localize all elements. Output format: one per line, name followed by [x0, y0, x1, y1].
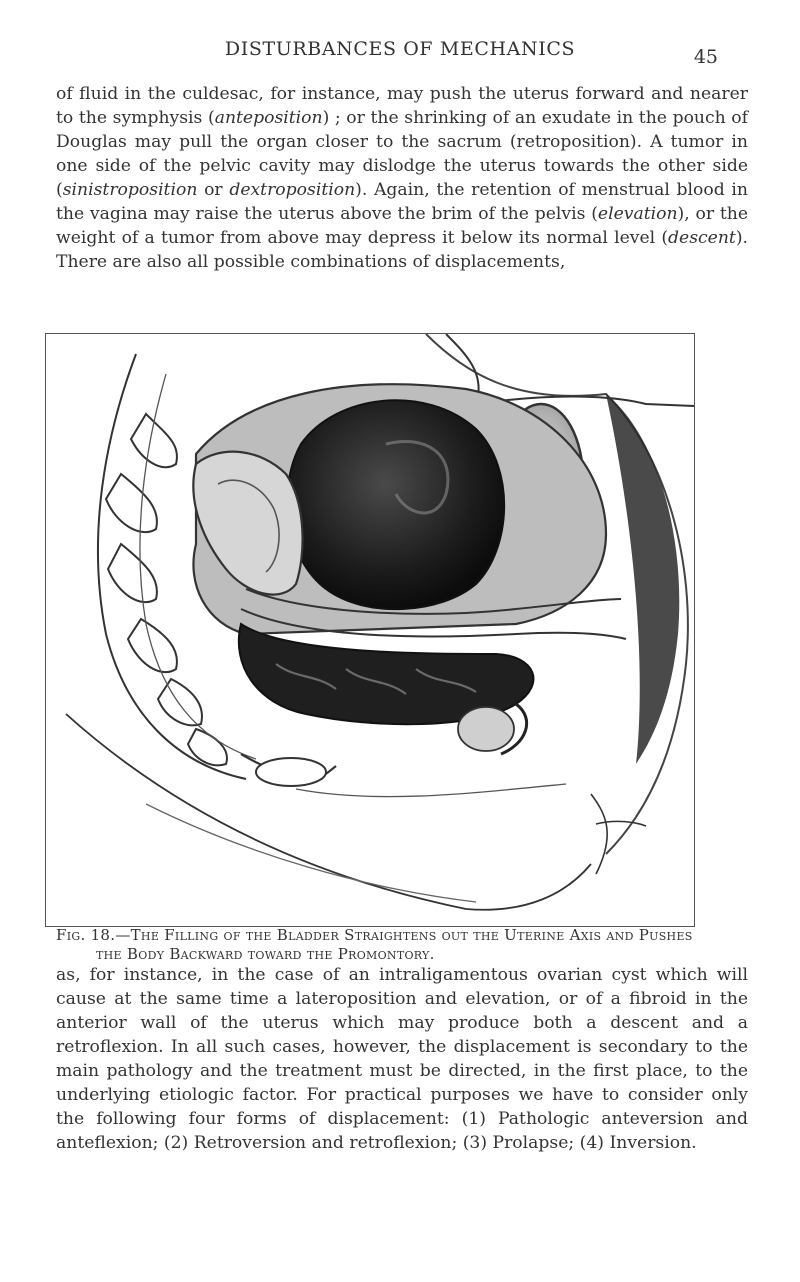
- bladder: [287, 400, 504, 609]
- term-sinistroposition: sinistroposition: [62, 180, 198, 200]
- text-run: ), or the weight of a tumor from above may depress it below its normal level (: [56, 204, 748, 248]
- paragraph-2: as, for instance, in the case of an intraligamentous ovarian cyst which will cause at the same time a lateroposition and elevation, or of a fibroid in the anterior wall of the uterus which may produce both a descent and a retroflexion. In all such cases, however, the displacement is secondary to the main pathology and the treatment must be directed, in the first place, to the underlying etiologic factor. For practical purposes we have to consider only the following four forms of displacement: (1) Pathologic anteversion and anteflexion; (2) Retroversion and retroflexion; (3) Prolapse; (4) Inversion.: [56, 965, 748, 1153]
- text-run: ). There are also all possible combinations of displacements,: [56, 228, 748, 272]
- abdominal-wall-shade: [606, 394, 679, 764]
- anatomical-illustration: [45, 333, 695, 927]
- term-elevation: elevation: [597, 204, 678, 224]
- text-run: or: [197, 180, 230, 200]
- term-descent: descent: [668, 228, 736, 248]
- text-run: ) ; or the shrinking of an exudate in the pouch of Douglas may pull the organ closer to the sacrum (retroposition). A tumor in one side of the pelvic cavity may dislodge the uterus towards the other side (: [56, 108, 749, 200]
- running-head: DISTURBANCES OF MECHANICS: [224, 38, 576, 60]
- coccyx-bone: [256, 758, 326, 786]
- anus-region: [458, 707, 514, 751]
- text-run: ). Again, the retention of menstrual blood in the vagina may raise the uterus above the brim of the pelvis (: [56, 180, 748, 224]
- caption-line-2: the Body Backward toward the Promontory.: [96, 945, 435, 963]
- caption-line-1: Fig. 18.—The Filling of the Bladder Straightens out the Uterine Axis and Pushes: [56, 926, 693, 944]
- buttock-contour: [146, 804, 476, 902]
- pelvis-sagittal-section: [46, 334, 694, 926]
- page-number: 45: [693, 46, 718, 68]
- labia-contour: [591, 794, 646, 874]
- lower-skin-line: [296, 784, 566, 797]
- text-run: of fluid in the culdesac, for instance, may push the uterus forward and nearer to the symphysis (: [56, 84, 748, 128]
- paragraph-1: [56, 82, 748, 274]
- term-anteposition: anteposition: [214, 108, 323, 128]
- term-dextroposition: dextroposition: [229, 180, 356, 200]
- figure-caption: [56, 926, 756, 964]
- perineum-contour: [66, 714, 591, 910]
